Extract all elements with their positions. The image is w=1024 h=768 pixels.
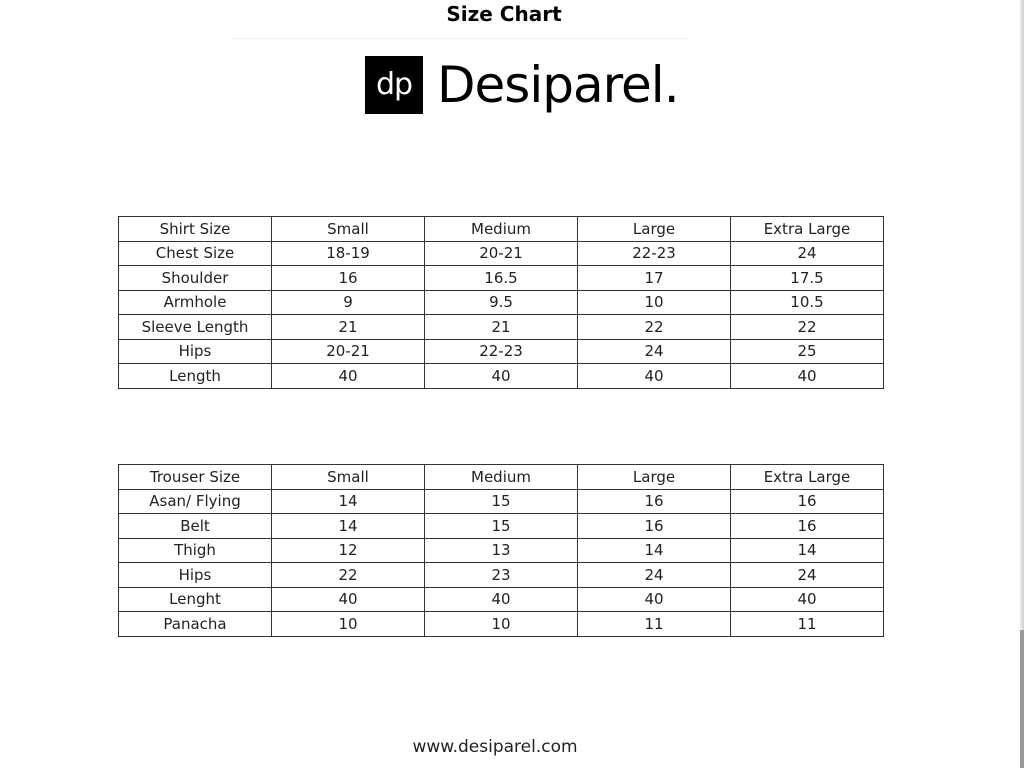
table-cell: 9 [272,290,425,315]
table-cell: 22-23 [578,241,731,266]
table-row [119,489,884,514]
header-cell: Large [578,217,731,242]
table-cell: 23 [425,563,578,588]
table-cell: 22 [578,315,731,340]
row-label-cell: Armhole [119,290,272,315]
row-label-cell: Chest Size [119,241,272,266]
table-cell: 11 [578,612,731,637]
header-cell: Small [272,465,425,490]
table-cell: 15 [425,514,578,539]
table-row [119,290,884,315]
table-cell: 16 [272,266,425,291]
header-cell: Extra Large [731,465,884,490]
table-cell: 40 [425,587,578,612]
table-cell: 14 [578,538,731,563]
table-header-row [119,217,884,242]
table-cell: 40 [731,364,884,389]
table-cell: 9.5 [425,290,578,315]
table-cell: 12 [272,538,425,563]
table-cell: 10 [425,612,578,637]
table-cell: 10 [578,290,731,315]
table-cell: 16 [731,514,884,539]
table-cell: 22 [731,315,884,340]
header-cell: Medium [425,217,578,242]
header-cell: Trouser Size [119,465,272,490]
table-cell: 16.5 [425,266,578,291]
table-cell: 16 [578,514,731,539]
table-header-row [119,465,884,490]
table-cell: 21 [425,315,578,340]
trouser-size-table [118,464,884,637]
table-cell: 14 [272,514,425,539]
table-cell: 10 [272,612,425,637]
table-cell: 40 [731,587,884,612]
header-cell: Extra Large [731,217,884,242]
table-cell: 14 [731,538,884,563]
table-cell: 18-19 [272,241,425,266]
header-cell: Small [272,217,425,242]
table-cell: 16 [578,489,731,514]
table-row [119,514,884,539]
table-cell: 22-23 [425,339,578,364]
table-cell: 40 [425,364,578,389]
table-cell: 24 [578,563,731,588]
table-cell: 24 [731,563,884,588]
page-edge-shadow [1020,630,1024,768]
row-label-cell: Asan/ Flying [119,489,272,514]
row-label-cell: Belt [119,514,272,539]
header-cell: Large [578,465,731,490]
table-cell: 24 [578,339,731,364]
shirt-size-table [118,216,884,389]
row-label-cell: Length [119,364,272,389]
table-cell: 20-21 [425,241,578,266]
row-label-cell: Lenght [119,587,272,612]
logo-mark [365,56,423,114]
title-divider [230,38,690,39]
table-cell: 20-21 [272,339,425,364]
table-row [119,538,884,563]
table-cell: 21 [272,315,425,340]
row-label-cell: Thigh [119,538,272,563]
table-cell: 15 [425,489,578,514]
table-row [119,241,884,266]
table-row [119,364,884,389]
table-cell: 40 [578,587,731,612]
table-cell: 17 [578,266,731,291]
table-row [119,587,884,612]
table-cell: 22 [272,563,425,588]
table-row [119,612,884,637]
table-cell: 10.5 [731,290,884,315]
row-label-cell: Sleeve Length [119,315,272,340]
table-cell: 11 [731,612,884,637]
table-row [119,266,884,291]
table-row [119,563,884,588]
table-row [119,339,884,364]
table-cell: 24 [731,241,884,266]
table-cell: 14 [272,489,425,514]
table-cell: 40 [578,364,731,389]
table-cell: 25 [731,339,884,364]
table-cell: 16 [731,489,884,514]
logo-wordmark: Desiparel. [437,56,679,114]
header-cell: Shirt Size [119,217,272,242]
brand-logo [365,55,679,115]
row-label-cell: Hips [119,339,272,364]
page-title: Size Chart [446,2,562,26]
table-row [119,315,884,340]
row-label-cell: Shoulder [119,266,272,291]
table-cell: 17.5 [731,266,884,291]
table-cell: 13 [425,538,578,563]
table-cell: 40 [272,587,425,612]
table-cell: 40 [272,364,425,389]
logo-mark-text: dp [375,67,413,102]
row-label-cell: Panacha [119,612,272,637]
footer-url: www.desiparel.com [412,737,578,757]
header-cell: Medium [425,465,578,490]
row-label-cell: Hips [119,563,272,588]
